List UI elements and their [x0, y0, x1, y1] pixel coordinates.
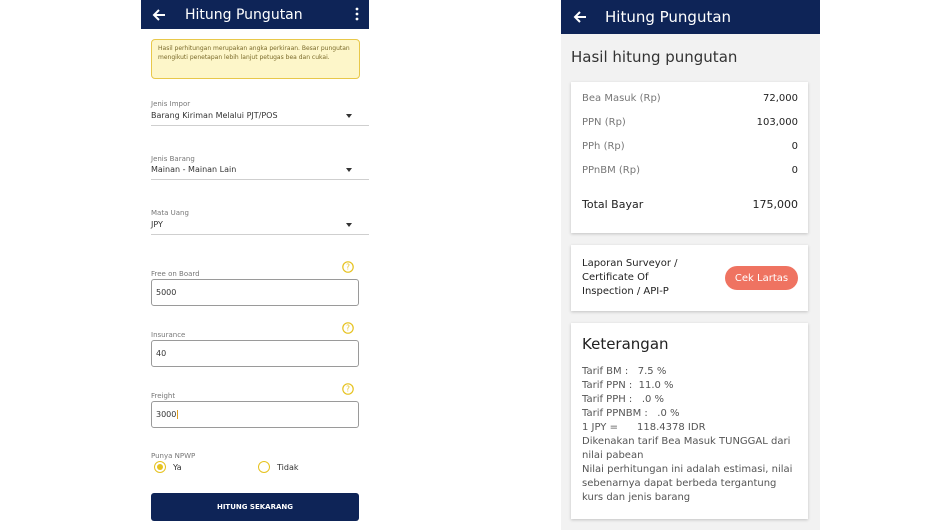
total-row: Total Bayar 175,000: [582, 198, 798, 211]
back-arrow-icon[interactable]: [572, 9, 588, 25]
result-card: [571, 82, 808, 233]
radio-checked-icon: [154, 461, 166, 473]
svg-text:?: ?: [346, 323, 350, 333]
npwp-radio-ya[interactable]: [154, 461, 182, 473]
keterangan-line: Tarif PPH : .0 %: [582, 394, 665, 405]
help-icon[interactable]: [342, 322, 354, 334]
jenis-impor-label: Jenis Impor: [151, 100, 191, 108]
hitung-sekarang-button[interactable]: HITUNG SEKARANG: [151, 493, 359, 521]
lartas-card: [571, 245, 808, 311]
keterangan-line: Nilai perhitungan ini adalah estimasi, nilai sebenarnya dapat berbeda tergantung kurs dan jenis barang: [582, 464, 796, 503]
cek-lartas-button[interactable]: Cek Lartas: [725, 266, 798, 290]
svg-text:?: ?: [346, 262, 350, 272]
page-title: Hitung Pungutan: [605, 8, 732, 26]
text-cursor: [177, 410, 178, 419]
mata-uang-select[interactable]: [151, 215, 369, 235]
dropdown-caret-icon: [346, 114, 352, 118]
insurance-label: Insurance: [151, 331, 186, 339]
dropdown-caret-icon: [346, 168, 352, 172]
fob-input[interactable]: 5000: [151, 279, 359, 306]
calculator-form-screen: [141, 0, 369, 530]
keterangan-line: Tarif PPN : 11.0 %: [582, 380, 674, 391]
keterangan-card: [571, 323, 808, 519]
estimate-notice: Hasil perhitungan merupakan angka perkiraan. Besar pungutan mengikuti penetapan lebih lanjut petugas bea dan cukai.: [151, 39, 360, 79]
radio-unchecked-icon: [258, 461, 270, 473]
jenis-barang-select[interactable]: [151, 160, 369, 180]
result-row: PPnBM (Rp) 0: [582, 165, 798, 176]
result-heading: Hasil hitung pungutan: [571, 48, 738, 66]
mata-uang-value: JPY: [151, 220, 163, 229]
freight-label: Freight: [151, 392, 176, 400]
keterangan-line: Tarif BM : 7.5 %: [582, 366, 667, 377]
dropdown-caret-icon: [346, 223, 352, 227]
lartas-text: Laporan Surveyor / Certificate Of Inspection / API-P: [582, 258, 678, 297]
result-row: PPN (Rp) 103,000: [582, 117, 798, 128]
keterangan-line: 1 JPY = 118.4378 IDR: [582, 422, 706, 433]
more-vert-icon[interactable]: [355, 7, 359, 21]
mata-uang-label: Mata Uang: [151, 209, 189, 217]
keterangan-line: Tarif PPNBM : .0 %: [582, 408, 680, 419]
result-row: Bea Masuk (Rp) 72,000: [582, 93, 798, 104]
keterangan-line: Dikenakan tarif Bea Masuk TUNGGAL dari nilai pabean: [582, 436, 794, 461]
keterangan-title: Keterangan: [582, 335, 669, 353]
jenis-impor-value: Barang Kiriman Melalui PJT/POS: [151, 111, 278, 120]
radio-label-ya: Ya: [173, 462, 182, 472]
help-icon[interactable]: [342, 261, 354, 273]
jenis-barang-value: Mainan - Mainan Lain: [151, 165, 237, 174]
app-bar: [561, 0, 820, 34]
svg-text:?: ?: [346, 384, 350, 394]
help-icon[interactable]: [342, 383, 354, 395]
freight-input[interactable]: [151, 401, 359, 428]
npwp-radio-tidak[interactable]: [258, 461, 298, 473]
result-row: PPh (Rp) 0: [582, 141, 798, 152]
radio-label-tidak: Tidak: [277, 462, 299, 472]
insurance-input[interactable]: 40: [151, 340, 359, 367]
result-screen: [561, 0, 820, 530]
freight-value: 3000: [156, 410, 177, 419]
jenis-impor-select[interactable]: [151, 106, 369, 126]
back-arrow-icon[interactable]: [151, 7, 167, 23]
npwp-label: Punya NPWP: [151, 452, 196, 460]
jenis-barang-label: Jenis Barang: [151, 155, 195, 163]
fob-label: Free on Board: [151, 270, 200, 278]
app-bar: [141, 0, 369, 29]
page-title: Hitung Pungutan: [185, 6, 303, 23]
keterangan-lines: [582, 365, 797, 505]
